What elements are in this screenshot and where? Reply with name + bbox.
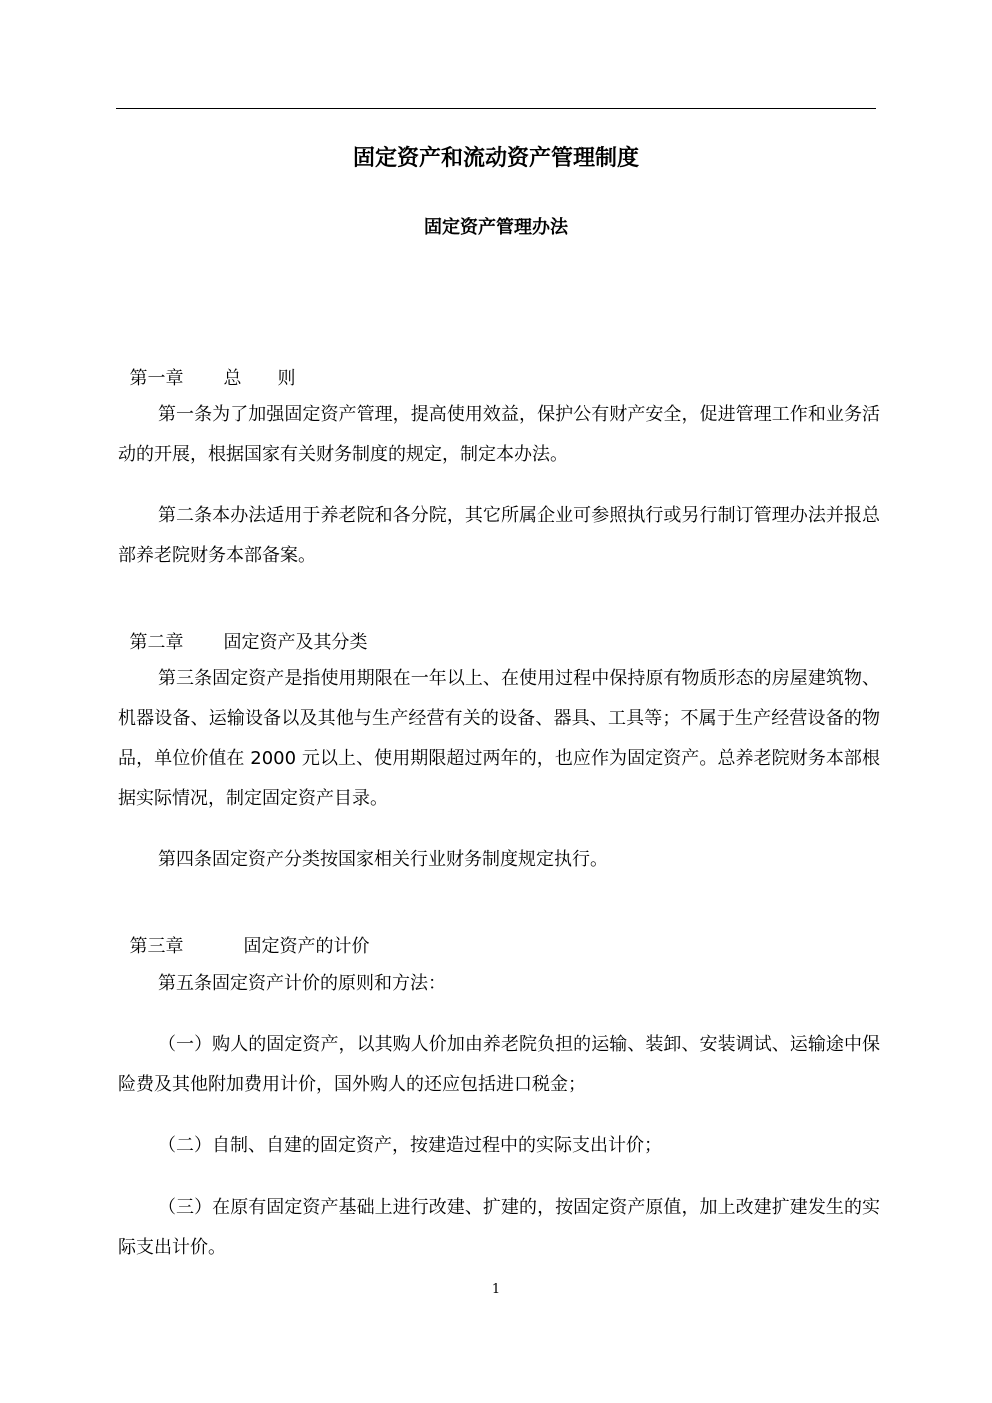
chapter-number: 第二章 <box>129 632 184 653</box>
chapter-heading-3 <box>118 908 369 960</box>
article-5-item-1: （一）购人的固定资产，以其购人价加由养老院负担的运输、装卸、安装调试、运输途中保险费及其他附加费用计价，国外购人的还应包括进口税金； <box>118 1034 880 1095</box>
chapter-name: 总 则 <box>223 368 296 389</box>
chapter-name: 固定资产及其分类 <box>223 632 368 653</box>
chapter-heading-2 <box>118 604 367 656</box>
article-1: 第一条为了加强固定资产管理，提高使用效益，保护公有财产安全，促进管理工作和业务活动的开展，根据国家有关财务制度的规定，制定本办法。 <box>118 404 880 465</box>
chapter-number: 第一章 <box>129 368 184 389</box>
article-4: 第四条固定资产分类按国家相关行业财务制度规定执行。 <box>158 849 608 870</box>
header-rule <box>116 108 876 109</box>
document-title: 固定资产和流动资产管理制度 <box>352 146 639 171</box>
article-5-item-3: （三）在原有固定资产基础上进行改建、扩建的，按固定资产原值，加上改建扩建发生的实际支出计价。 <box>118 1197 880 1258</box>
chapter-name: 固定资产的计价 <box>243 936 370 957</box>
article-5: 第五条固定资产计价的原则和方法： <box>158 973 446 994</box>
article-2: 第二条本办法适用于养老院和各分院，其它所属企业可参照执行或另行制订管理办法并报总部养老院财务本部备案。 <box>118 505 880 566</box>
chapter-number: 第三章 <box>129 936 184 957</box>
article-3: 第三条固定资产是指使用期限在一年以上、在使用过程中保持原有物质形态的房屋建筑物、机器设备、运输设备以及其他与生产经营有关的设备、器具、工具等；不属于生产经营设备的物品，单位价值在 2000 元以上、使用期限超过两年的，也应作为固定资产。总养老院财务本部根据实际情况，制定固定资产目录。 <box>118 668 880 809</box>
page-number: 1 <box>491 1282 501 1297</box>
chapter-heading-1 <box>118 340 295 392</box>
article-5-item-2: （二）自制、自建的固定资产，按建造过程中的实际支出计价； <box>158 1135 662 1156</box>
document-subtitle: 固定资产管理办法 <box>424 217 568 238</box>
